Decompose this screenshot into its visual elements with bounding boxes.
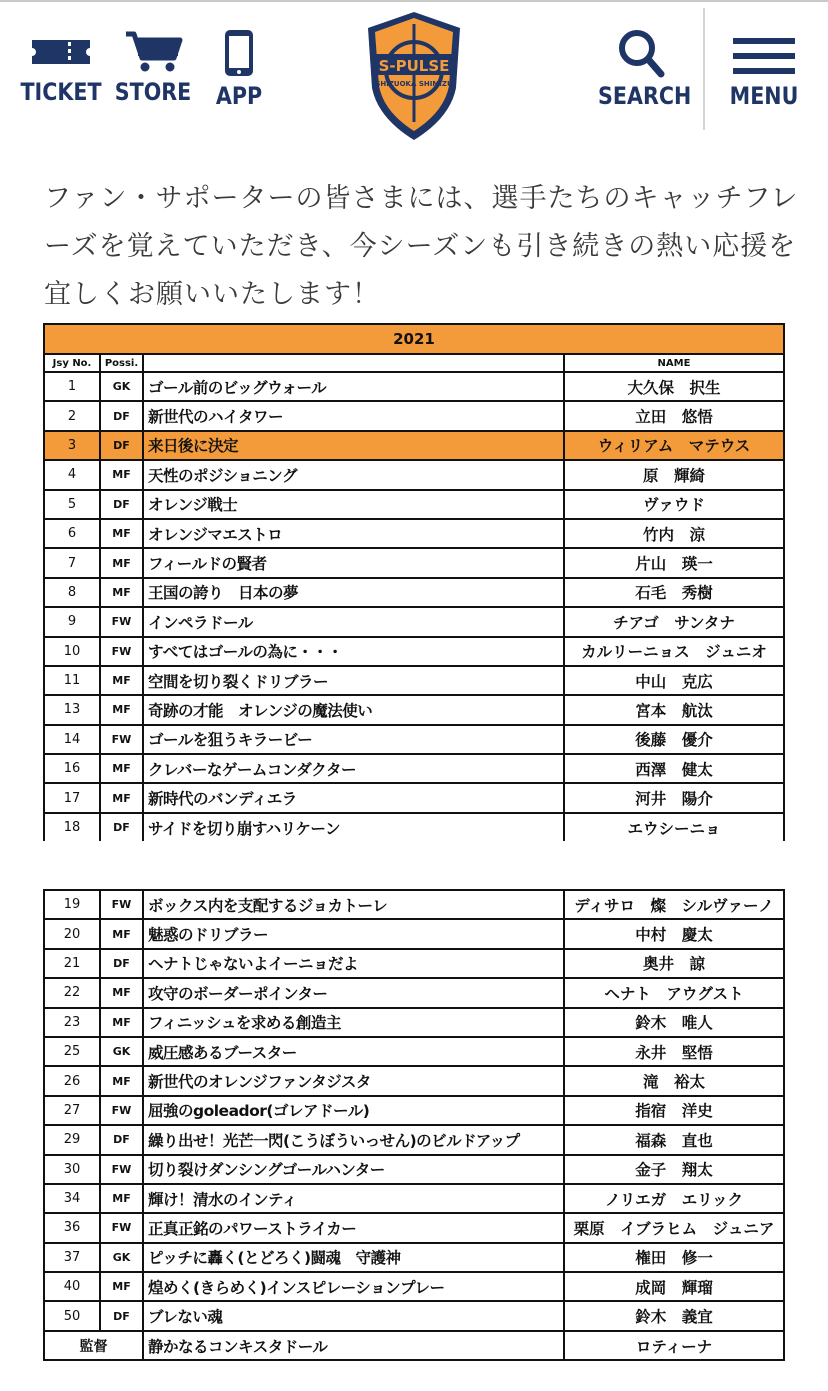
col-header-name: NAME	[564, 354, 784, 372]
col-header-no: Jsy No.	[44, 354, 100, 372]
player-number: 13	[44, 695, 100, 724]
player-number: 10	[44, 637, 100, 666]
catchphrase: クレバーなゲームコンダクター	[143, 754, 564, 783]
player-position: MF	[100, 548, 143, 577]
nav-app[interactable]	[189, 28, 289, 110]
player-number: 30	[44, 1155, 100, 1184]
player-position: FW	[100, 637, 143, 666]
smartphone-icon	[206, 28, 272, 78]
player-number: 37	[44, 1243, 100, 1272]
table-row	[44, 401, 784, 430]
player-name: ノリエガ エリック	[564, 1184, 784, 1213]
player-number: 26	[44, 1066, 100, 1095]
table-row	[44, 1037, 784, 1066]
header-divider	[703, 8, 705, 130]
table-row	[44, 548, 784, 577]
table-row	[44, 1213, 784, 1242]
catchphrase: 威圧感あるブースター	[143, 1037, 564, 1066]
player-name: 永井 堅悟	[564, 1037, 784, 1066]
table-row	[44, 725, 784, 754]
player-position: FW	[100, 1096, 143, 1125]
col-header-position: Possi.	[100, 354, 143, 372]
player-position: MF	[100, 695, 143, 724]
table-row	[44, 1243, 784, 1272]
nav-search[interactable]	[591, 28, 691, 110]
logo-text: S-PULSE	[378, 57, 450, 75]
search-icon	[608, 28, 674, 78]
table-row	[44, 1184, 784, 1213]
catchphrase: 屈強のgoleador(ゴレアドール)	[143, 1096, 564, 1125]
player-number: 3	[44, 431, 100, 460]
player-position: DF	[100, 949, 143, 978]
player-number: 2	[44, 401, 100, 430]
player-number: 9	[44, 607, 100, 636]
roster-table-2	[43, 889, 785, 1361]
catchphrase: 攻守のボーダーポインター	[143, 978, 564, 1007]
intro-text: ファン・サポーターの皆さまには、選手たちのキャッチフレーズを覚えていただき、今シーズンも引き続きの熱い応援を宜しくお願いいたします！	[44, 183, 799, 310]
player-position: MF	[100, 666, 143, 695]
table-row	[44, 490, 784, 519]
player-name: 石毛 秀樹	[564, 578, 784, 607]
player-number: 22	[44, 978, 100, 1007]
logo-subtext: SHIZUOKA SHIMIZU	[375, 80, 453, 88]
col-header-phrase	[143, 354, 564, 372]
player-position: FW	[100, 725, 143, 754]
player-number: 27	[44, 1096, 100, 1125]
nav-menu-label: MENU	[729, 82, 799, 110]
table-row	[44, 431, 784, 460]
year-header-row	[44, 324, 784, 354]
player-position: FW	[100, 1213, 143, 1242]
player-number: 21	[44, 949, 100, 978]
table-row	[44, 607, 784, 636]
catchphrase: 空間を切り裂くドリブラー	[143, 666, 564, 695]
player-name: 原 輝綺	[564, 460, 784, 489]
hamburger-icon	[731, 28, 797, 78]
player-name: カルリーニョス ジュニオ	[564, 637, 784, 666]
player-position: MF	[100, 1272, 143, 1301]
player-number: 7	[44, 548, 100, 577]
table-row	[44, 1096, 784, 1125]
table-row	[44, 978, 784, 1007]
catchphrase: フィールドの賢者	[143, 548, 564, 577]
player-name: 権田 修一	[564, 1243, 784, 1272]
catchphrase: ゴールを狙うキラービー	[143, 725, 564, 754]
table-row	[44, 1066, 784, 1095]
table-row	[44, 1155, 784, 1184]
table-row	[44, 754, 784, 783]
catchphrase: ブレない魂	[143, 1301, 564, 1330]
catchphrase: ボックス内を支配するジョカトーレ	[143, 890, 564, 919]
player-number: 4	[44, 460, 100, 489]
player-name: 西澤 健太	[564, 754, 784, 783]
player-position: MF	[100, 1008, 143, 1037]
coach-row	[44, 1331, 784, 1360]
player-name: ヘナト アウグスト	[564, 978, 784, 1007]
player-name: 宮本 航汰	[564, 695, 784, 724]
year-label: 2021	[44, 324, 784, 354]
player-name: 竹内 涼	[564, 519, 784, 548]
player-position: MF	[100, 578, 143, 607]
player-name: 鈴木 唯人	[564, 1008, 784, 1037]
player-position: GK	[100, 1243, 143, 1272]
player-number: 8	[44, 578, 100, 607]
player-name: ディサロ 燦 シルヴァーノ	[564, 890, 784, 919]
catchphrase: サイドを切り崩すハリケーン	[143, 813, 564, 841]
table-row	[44, 637, 784, 666]
player-name: 中山 克広	[564, 666, 784, 695]
table-row	[44, 695, 784, 724]
catchphrase: 煌めく(きらめく)インスピレーションプレー	[143, 1272, 564, 1301]
site-header	[0, 0, 828, 140]
player-number: 1	[44, 372, 100, 401]
player-position: MF	[100, 1066, 143, 1095]
player-number: 29	[44, 1125, 100, 1154]
player-name: 指宿 洋史	[564, 1096, 784, 1125]
player-number: 34	[44, 1184, 100, 1213]
catchphrase: ピッチに轟く(とどろく)闘魂 守護神	[143, 1243, 564, 1272]
player-number: 50	[44, 1301, 100, 1330]
nav-ticket[interactable]	[11, 28, 111, 106]
player-name: 片山 瑛一	[564, 548, 784, 577]
table-row	[44, 1008, 784, 1037]
table-row	[44, 1301, 784, 1330]
table-row	[44, 1272, 784, 1301]
table-row	[44, 578, 784, 607]
player-position: MF	[100, 978, 143, 1007]
table-row	[44, 949, 784, 978]
player-name: 大久保 択生	[564, 372, 784, 401]
catchphrase: 新世代のハイタワー	[143, 401, 564, 430]
player-name: 後藤 優介	[564, 725, 784, 754]
catchphrase: 新世代のオレンジファンタジスタ	[143, 1066, 564, 1095]
nav-app-label: APP	[215, 82, 263, 110]
player-position: MF	[100, 460, 143, 489]
player-name: 滝 裕太	[564, 1066, 784, 1095]
top-border	[0, 0, 828, 2]
player-number: 23	[44, 1008, 100, 1037]
player-position: DF	[100, 431, 143, 460]
table-row	[44, 813, 784, 841]
catchphrase: インペラドール	[143, 607, 564, 636]
player-number: 18	[44, 813, 100, 841]
player-number: 36	[44, 1213, 100, 1242]
nav-store[interactable]	[103, 28, 203, 106]
player-name: 成岡 輝瑠	[564, 1272, 784, 1301]
player-position: MF	[100, 919, 143, 948]
coach-label: 監督	[44, 1331, 143, 1360]
catchphrase: オレンジ戦士	[143, 490, 564, 519]
catchphrase: 正真正銘のパワーストライカー	[143, 1213, 564, 1242]
catchphrase: すべてはゴールの為に・・・	[143, 637, 564, 666]
nav-ticket-label: TICKET	[20, 78, 102, 106]
catchphrase: 新時代のバンディエラ	[143, 783, 564, 812]
player-number: 14	[44, 725, 100, 754]
player-number: 19	[44, 890, 100, 919]
catchphrase: 来日後に決定	[143, 431, 564, 460]
player-number: 17	[44, 783, 100, 812]
table-row	[44, 919, 784, 948]
player-number: 40	[44, 1272, 100, 1301]
player-name: ヴァウド	[564, 490, 784, 519]
coach-name: ロティーナ	[564, 1331, 784, 1360]
catchphrase: 切り裂けダンシングゴールハンター	[143, 1155, 564, 1184]
player-position: DF	[100, 401, 143, 430]
nav-menu[interactable]	[714, 28, 814, 110]
player-name: 栗原 イブラヒム ジュニア	[564, 1213, 784, 1242]
catchphrase: オレンジマエストロ	[143, 519, 564, 548]
player-position: MF	[100, 519, 143, 548]
table-row	[44, 460, 784, 489]
player-name: ウィリアム マテウス	[564, 431, 784, 460]
player-number: 5	[44, 490, 100, 519]
catchphrase: ゴール前のビッグウォール	[143, 372, 564, 401]
ticket-icon	[28, 28, 94, 74]
player-number: 6	[44, 519, 100, 548]
player-position: MF	[100, 783, 143, 812]
player-position: FW	[100, 890, 143, 919]
player-name: 福森 直也	[564, 1125, 784, 1154]
cart-icon	[120, 28, 186, 74]
player-name: 奥井 諒	[564, 949, 784, 978]
player-position: DF	[100, 813, 143, 841]
player-number: 11	[44, 666, 100, 695]
player-number: 25	[44, 1037, 100, 1066]
catchphrase: 輝け！清水のインティ	[143, 1184, 564, 1213]
table-row	[44, 372, 784, 401]
player-position: GK	[100, 1037, 143, 1066]
player-position: MF	[100, 1184, 143, 1213]
nav-search-label: SEARCH	[598, 82, 692, 110]
player-position: GK	[100, 372, 143, 401]
catchphrase: 繰り出せ！光芒一閃(こうぼういっせん)のビルドアップ	[143, 1125, 564, 1154]
catchphrase: ヘナトじゃないよイーニョだよ	[143, 949, 564, 978]
table-row	[44, 1125, 784, 1154]
player-position: DF	[100, 1125, 143, 1154]
catchphrase: フィニッシュを求める創造主	[143, 1008, 564, 1037]
catchphrase: 天性のポジショニング	[143, 460, 564, 489]
player-name: 立田 悠悟	[564, 401, 784, 430]
table-row	[44, 519, 784, 548]
roster-table-1	[43, 323, 785, 841]
column-header-row	[44, 354, 784, 372]
player-position: DF	[100, 1301, 143, 1330]
coach-catchphrase: 静かなるコンキスタドール	[143, 1331, 564, 1360]
player-name: 河井 陽介	[564, 783, 784, 812]
table-row	[44, 890, 784, 919]
player-position: DF	[100, 490, 143, 519]
catchphrase: 王国の誇り 日本の夢	[143, 578, 564, 607]
catchphrase: 奇跡の才能 オレンジの魔法使い	[143, 695, 564, 724]
player-name: 鈴木 義宜	[564, 1301, 784, 1330]
player-position: FW	[100, 607, 143, 636]
player-position: FW	[100, 1155, 143, 1184]
player-name: エウシーニョ	[564, 813, 784, 841]
player-name: 金子 翔太	[564, 1155, 784, 1184]
player-number: 20	[44, 919, 100, 948]
player-name: 中村 慶太	[564, 919, 784, 948]
catchphrase: 魅惑のドリブラー	[143, 919, 564, 948]
table-row	[44, 783, 784, 812]
nav-store-label: STORE	[114, 78, 192, 106]
player-position: MF	[100, 754, 143, 783]
table-row	[44, 666, 784, 695]
player-number: 16	[44, 754, 100, 783]
club-logo[interactable]	[364, 10, 464, 142]
player-name: チアゴ サンタナ	[564, 607, 784, 636]
